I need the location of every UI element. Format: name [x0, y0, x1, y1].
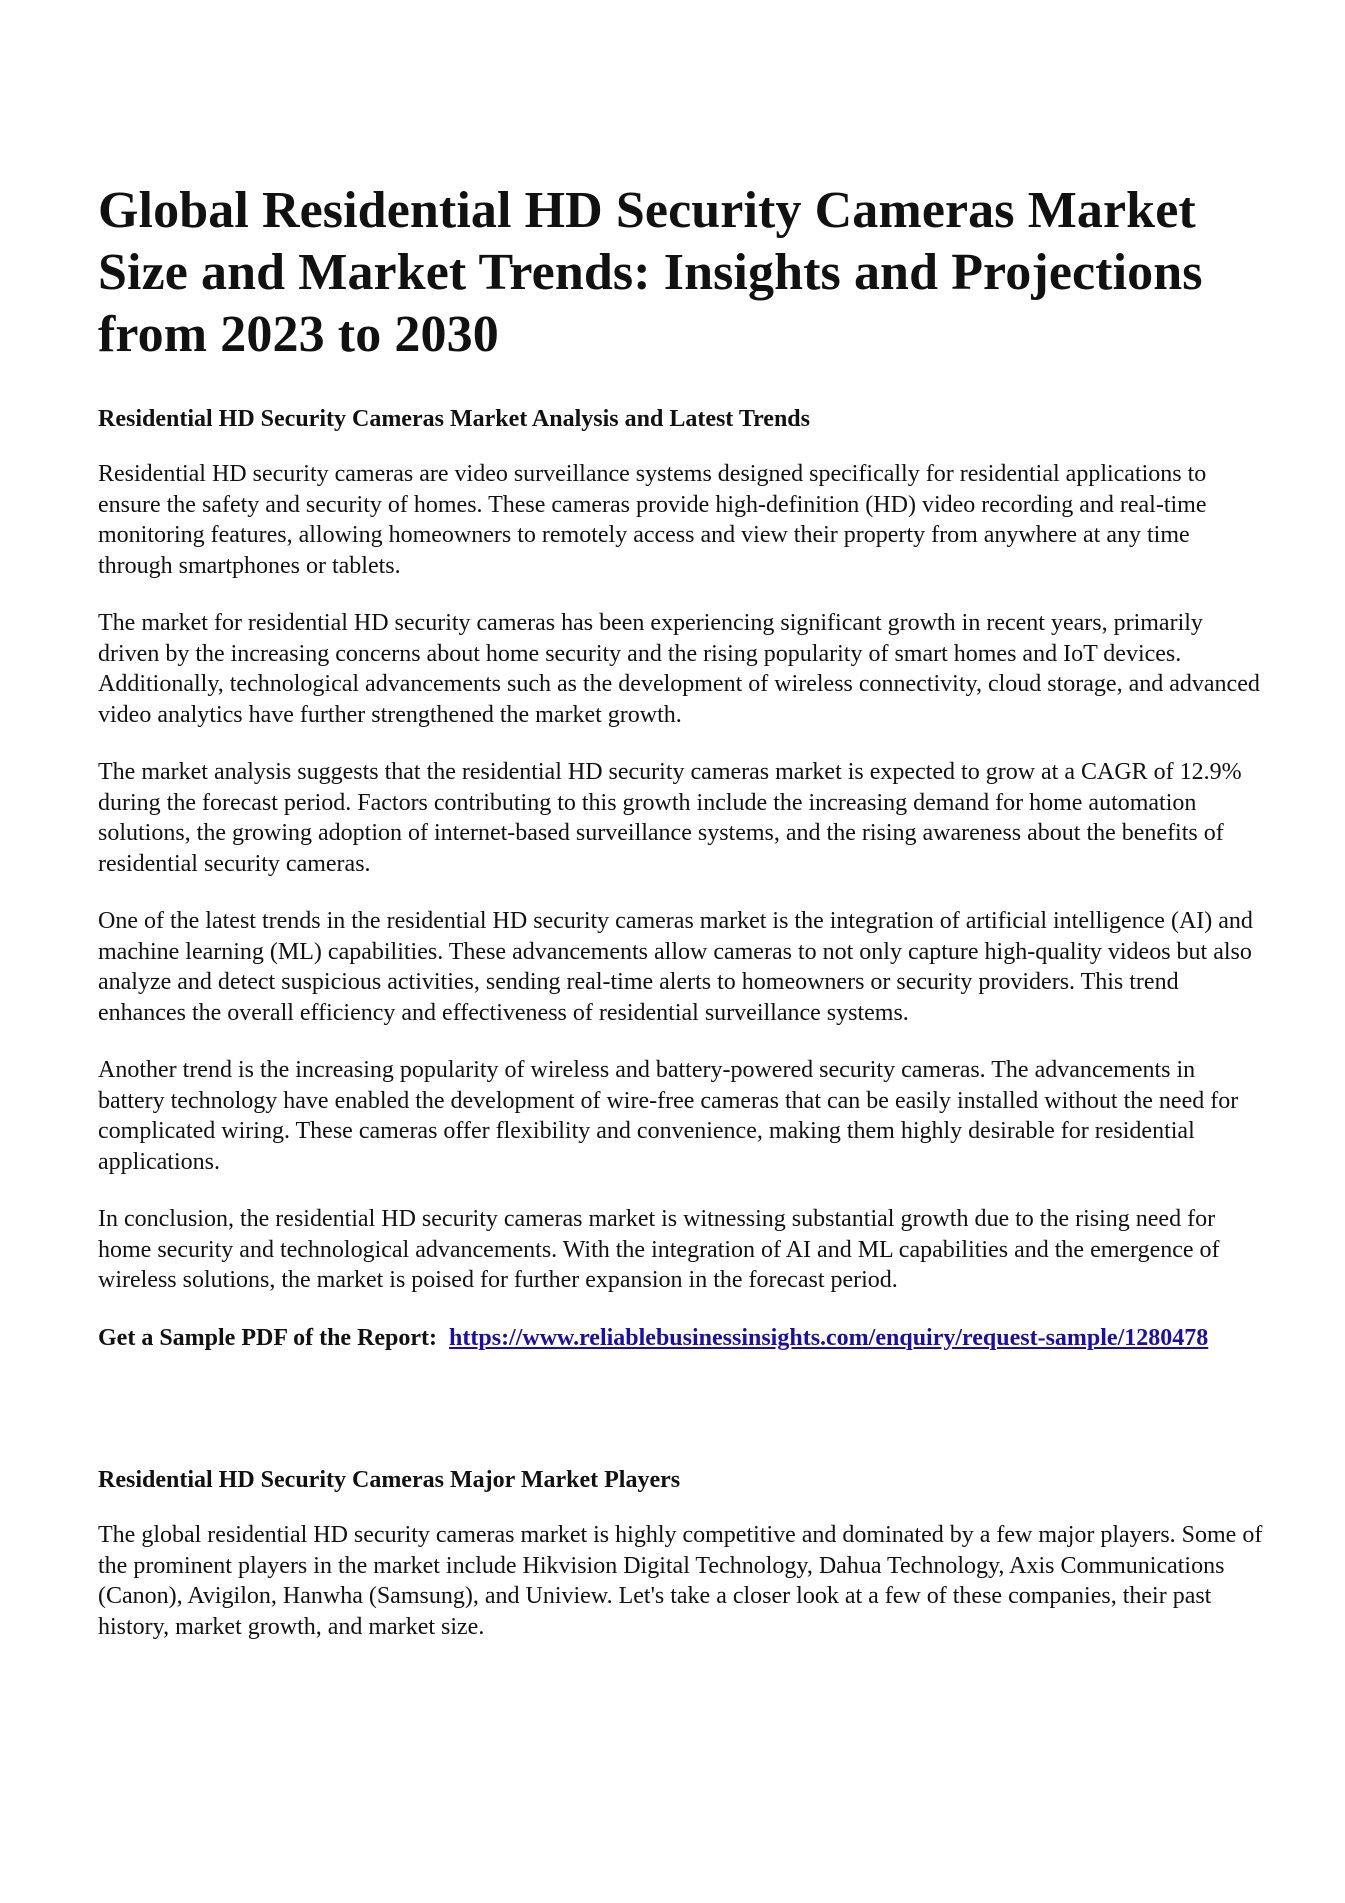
section-heading-players: Residential HD Security Cameras Major Market Players [98, 1467, 681, 1493]
paragraph: The market for residential HD security cameras has been experiencing significant growth in recent years, primarily driven by the increasing concerns about home security and the rising popularity of smart homes and IoT devices. Additionally, technological advancements such as the development of wireless connectivity, cloud storage, and advanced video analytics have further strengthened the market growth. [98, 610, 1260, 728]
paragraph: In conclusion, the residential HD security cameras market is witnessing substantial growth due to the rising need for home security and technological advancements. With the integration of AI and ML capabilities and the emergence of wireless solutions, the market is poised for further expansion in the forecast period. [98, 1206, 1220, 1293]
document-title: Global Residential HD Security Cameras Market Size and Market Trends: Insights and Projections from 2023 to 2030 [98, 182, 1203, 363]
paragraph: The market analysis suggests that the residential HD security cameras market is expected to grow at a CAGR of 12.9% during the forecast period. Factors contributing to this growth include the increasing demand for home automation solutions, the growing adoption of internet-based surveillance systems, and the rising awareness about the benefits of residential security cameras. [98, 759, 1242, 877]
sample-pdf-line [98, 1323, 1263, 1354]
section-heading-analysis: Residential HD Security Cameras Market Analysis and Latest Trends [98, 406, 810, 432]
paragraph: One of the latest trends in the residential HD security cameras market is the integration of artificial intelligence (AI) and machine learning (ML) capabilities. These advancements allow cameras to not only capture high-quality videos but also analyze and detect suspicious activities, sending real-time alerts to homeowners or security providers. This trend enhances the overall efficiency and effectiveness of residential surveillance systems. [98, 908, 1253, 1026]
paragraph: The global residential HD security cameras market is highly competitive and dominated by a few major players. Some of the prominent players in the market include Hikvision Digital Technology, Dahua Technology, Axis Communications (Canon), Avigilon, Hanwha (Samsung), and Uniview. Let's take a closer look at a few of these companies, their past history, market growth, and market size. [98, 1522, 1263, 1640]
paragraph: Another trend is the increasing popularity of wireless and battery-powered security cameras. The advancements in battery technology have enabled the development of wire-free cameras that can be easily installed without the need for complicated wiring. These cameras offer flexibility and convenience, making them highly desirable for residential applications. [98, 1057, 1239, 1175]
spacer [98, 1353, 1263, 1465]
sample-pdf-link[interactable]: https://www.reliablebusinessinsights.com/enquiry/request-sample/1280478 [449, 1324, 1209, 1351]
sample-pdf-label: Get a Sample PDF of the Report: [98, 1324, 438, 1351]
document-page [98, 180, 1263, 1669]
paragraph: Residential HD security cameras are video surveillance systems designed specifically for residential applications to ensure the safety and security of homes. These cameras provide high-definition (HD) video recording and real-time monitoring features, allowing homeowners to remotely access and view their property from anywhere at any time through smartphones or tablets. [98, 461, 1207, 579]
